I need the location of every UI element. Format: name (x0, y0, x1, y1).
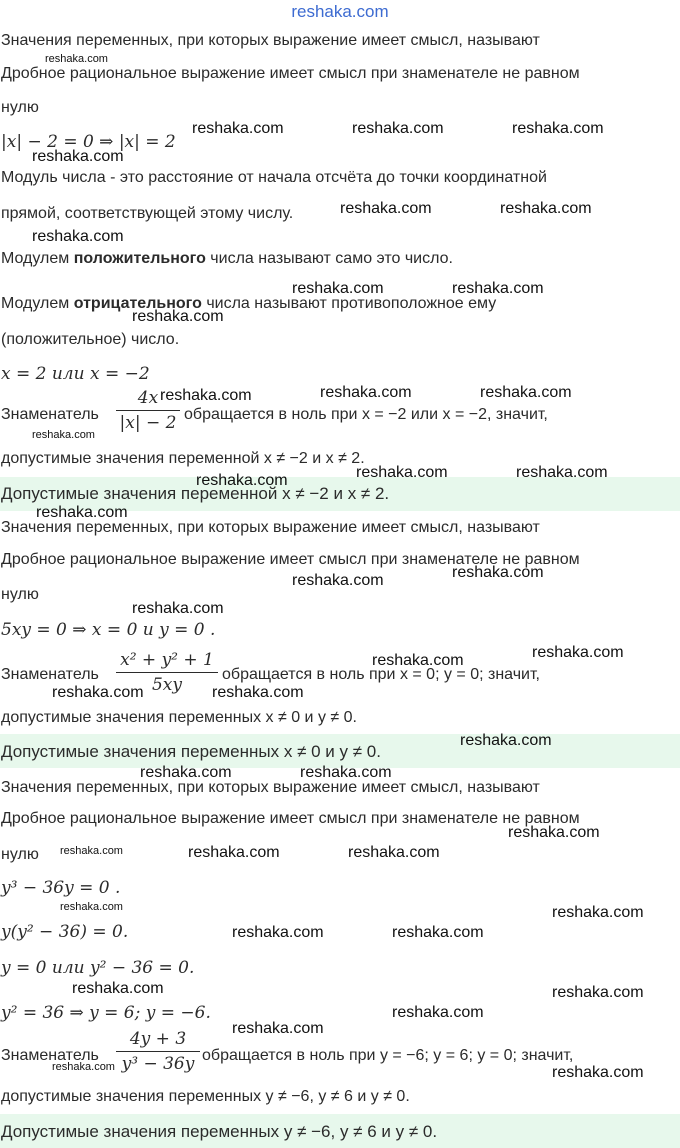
b3-eq2: y(y² − 36) = 0. (1, 922, 129, 942)
b1-neg2: (положительное) число. (1, 331, 180, 348)
b1-frac-num: 4x (137, 388, 159, 408)
watermark: reshaka.com (36, 504, 128, 521)
site-header[interactable]: reshaka.com (291, 2, 389, 21)
b1-eq1: |x| − 2 = 0 ⇒ |x| = 2 (1, 132, 176, 152)
watermark: reshaka.com (552, 904, 644, 921)
watermark: reshaka.com (192, 120, 284, 137)
watermark: reshaka.com (452, 280, 544, 297)
b1-positive (1, 249, 453, 269)
b2-den-post: обращается в ноль при x = 0; y = 0; значит, (222, 666, 540, 683)
watermark: reshaka.com (52, 1061, 115, 1073)
b2-den-pre: Знаменатель (1, 666, 99, 683)
b3-den-pre: Знаменатель (1, 1047, 99, 1064)
watermark: reshaka.com (512, 120, 604, 137)
watermark: reshaka.com (460, 732, 552, 749)
watermark: reshaka.com (532, 644, 624, 661)
watermark: reshaka.com (500, 200, 592, 217)
b3-line3: нулю (1, 846, 39, 863)
b1-pos-bold: положительного (73, 250, 206, 267)
watermark: reshaka.com (356, 464, 448, 481)
b1-mod2: прямой, соответствующей этому числу. (1, 205, 294, 222)
watermark: reshaka.com (60, 901, 123, 913)
b1-answer: Допустимые значения переменной x ≠ −2 и x ≠ 2. (1, 484, 390, 503)
watermark: reshaka.com (132, 308, 224, 325)
watermark: reshaka.com (348, 844, 440, 861)
b1-admissible: допустимые значения переменной x ≠ −2 и x ≠ 2. (1, 450, 365, 467)
b1-den-pre: Знаменатель (1, 406, 99, 423)
b2-frac-num: x² + y² + 1 (120, 650, 214, 670)
b1-pos-pre: Модулем (1, 250, 74, 267)
b1-den-post: обращается в ноль при x = −2 или x = −2, значит, (184, 406, 548, 423)
watermark: reshaka.com (232, 1020, 324, 1037)
watermark: reshaka.com (340, 200, 432, 217)
b1-line3: нулю (1, 99, 39, 116)
watermark: reshaka.com (508, 824, 600, 841)
b1-line1: Значения переменных, при которых выражение имеет смысл, называют (1, 32, 540, 49)
b1-neg-pre: Модулем (1, 295, 74, 312)
b3-den-post: обращается в ноль при y = −6; y = 6; y = 0; значит, (202, 1047, 574, 1064)
watermark: reshaka.com (480, 384, 572, 401)
watermark: reshaka.com (232, 924, 324, 941)
b3-frac-bar (116, 1051, 200, 1052)
watermark: reshaka.com (292, 280, 384, 297)
b2-frac-den: 5xy (151, 675, 182, 695)
b3-eq3: y = 0 или y² − 36 = 0. (1, 958, 195, 978)
watermark: reshaka.com (160, 387, 252, 404)
b2-answer: Допустимые значения переменных x ≠ 0 и y ≠ 0. (1, 742, 381, 761)
watermark: reshaka.com (32, 228, 124, 245)
watermark: reshaka.com (32, 429, 95, 441)
b2-admissible: допустимые значения переменных x ≠ 0 и y ≠ 0. (1, 709, 357, 726)
b3-line2: Дробное рациональное выражение имеет смысл при знаменателе не равном (1, 810, 580, 827)
b3-answer: Допустимые значения переменных y ≠ −6, y ≠ 6 и y ≠ 0. (1, 1122, 438, 1141)
watermark: reshaka.com (72, 980, 164, 997)
watermark: reshaka.com (212, 684, 304, 701)
b3-eq4: y² = 36 ⇒ y = 6; y = −6. (1, 1003, 211, 1023)
watermark: reshaka.com (52, 684, 144, 701)
watermark: reshaka.com (552, 1064, 644, 1081)
b3-fraction (116, 1029, 200, 1074)
watermark: reshaka.com (300, 764, 392, 781)
b1-line2: Дробное рациональное выражение имеет смысл при знаменателе не равном (1, 65, 580, 82)
watermark: reshaka.com (516, 464, 608, 481)
b1-frac-den: |x| − 2 (119, 413, 177, 433)
watermark: reshaka.com (188, 844, 280, 861)
b1-mod1: Модуль числа - это расстояние от начала отсчёта до точки координатной (1, 169, 547, 186)
watermark: reshaka.com (392, 924, 484, 941)
b2-eq1: 5xy = 0 ⇒ x = 0 и y = 0 . (1, 620, 216, 640)
b2-line2: Дробное рациональное выражение имеет смысл при знаменателе не равном (1, 551, 580, 568)
watermark: reshaka.com (32, 148, 124, 165)
b1-neg-post: числа называют противоположное ему (201, 295, 497, 312)
b2-line3: нулю (1, 586, 39, 603)
watermark: reshaka.com (392, 1004, 484, 1021)
watermark: reshaka.com (352, 120, 444, 137)
b3-frac-num: 4y + 3 (129, 1029, 187, 1049)
watermark: reshaka.com (372, 652, 464, 669)
b1-solution: x = 2 или x = −2 (1, 364, 150, 384)
b3-admissible: допустимые значения переменных y ≠ −6, y ≠ 6 и y ≠ 0. (1, 1088, 410, 1105)
watermark: reshaka.com (196, 472, 288, 489)
b3-frac-den: y³ − 36y (121, 1054, 195, 1074)
watermark: reshaka.com (552, 984, 644, 1001)
b3-eq1: y³ − 36y = 0 . (1, 878, 121, 898)
watermark: reshaka.com (320, 384, 412, 401)
b1-pos-post: числа называют само это число. (205, 250, 453, 267)
b1-negative (1, 294, 496, 314)
b2-frac-bar (116, 672, 218, 673)
b1-neg-bold: отрицательного (73, 295, 202, 312)
b2-line1: Значения переменных, при которых выражение имеет смысл, называют (1, 519, 540, 536)
watermark: reshaka.com (292, 572, 384, 589)
watermark: reshaka.com (45, 53, 108, 65)
watermark: reshaka.com (452, 564, 544, 581)
b3-line1: Значения переменных, при которых выражение имеет смысл, называют (1, 779, 540, 796)
b1-frac-bar (116, 410, 180, 411)
watermark: reshaka.com (132, 600, 224, 617)
watermark: reshaka.com (140, 764, 232, 781)
watermark: reshaka.com (60, 845, 123, 857)
